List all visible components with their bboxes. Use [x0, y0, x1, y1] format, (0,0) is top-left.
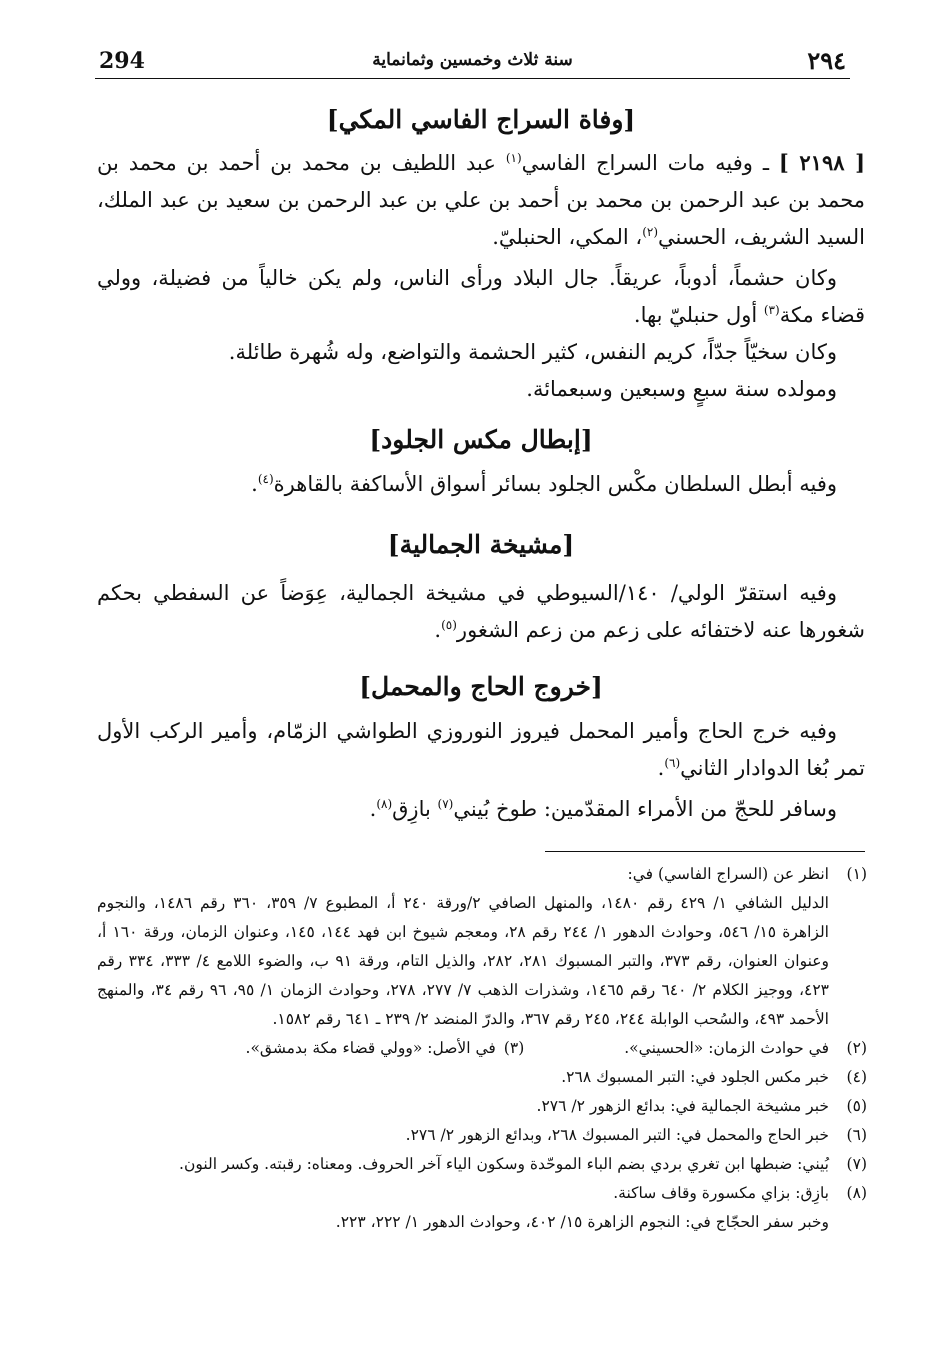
text-run: عبد اللطيف بن محمد بن أحمد بن محمد بن محمد بن عبد الرحمن بن محمد بن أحمد بن علي بن عبد الرحمن بن سعيد بن عبد الملك، السيد الشريف، الحسني	[97, 151, 865, 249]
text-run: وفيه استقرّ الولي/ ١٤٠/السيوطي في مشيخة الجمالية، عِوَضاً عن السفطي بحكم شغورها عنه لاختفائه على زعم من زعم الشغور	[97, 581, 865, 642]
text-run: .	[369, 797, 377, 821]
text-run: .	[657, 756, 665, 780]
paragraph	[97, 260, 865, 334]
footnote-ref[interactable]: (٢)	[642, 225, 659, 239]
section-heading: [إبطال مكس الجلود]	[369, 425, 593, 454]
section-heading: [وفاة السراج الفاسي المكي]	[326, 105, 636, 134]
text-run: ـ وفيه مات السراج الفاسي	[521, 151, 769, 175]
text-run: .	[251, 472, 258, 496]
footnote-5	[97, 1092, 867, 1121]
footnote-ref[interactable]: (١)	[505, 151, 522, 165]
main-text	[97, 100, 865, 828]
footnote-ref[interactable]: (٧)	[437, 797, 454, 811]
footnote-number: (٧)	[846, 1155, 867, 1173]
text-run: بازِق	[392, 797, 438, 821]
page-number-latin: 294	[99, 48, 145, 74]
footnote-ref[interactable]: (٣)	[763, 303, 780, 317]
text-run: وفيه خرج الحاج وأمير المحمل فيروز النوروزي الطواشي الزمّام، وأمير الركب الأول تمر بُغا الدوادار الثاني	[97, 719, 865, 780]
text-run: ، المكي، الحنبليّ.	[492, 225, 643, 249]
text-run: وكان سخيّاً جدّاً، كريم النفس، كثير الحشمة والتواضع، وله شُهرة طائلة.	[228, 340, 837, 364]
entry-number: [ ٢١٩٨ ]	[778, 150, 866, 175]
page-header	[95, 42, 850, 82]
footnote-text: في حوادث الزمان: «الحسيني».	[624, 1039, 829, 1057]
footnote-text: خبر مكس الجلود في: التبر المسبوك ٢٦٨.	[561, 1068, 829, 1086]
header-rule	[95, 78, 850, 79]
footnote-text: خبر الحاج والمحمل في: التبر المسبوك ٢٦٨، وبدائع الزهور ٢/ ٢٧٦.	[405, 1126, 829, 1144]
text-run: وفيه أبطل السلطان مكْس الجلود بسائر أسواق الأساكفة بالقاهرة	[273, 472, 837, 496]
footnote-separator	[545, 851, 865, 852]
text-run: وكان حشماً، أدوباً، عريقاً. جال البلاد ورأى الناس، ولم يكن خالياً من فضيلة، وولي قضاء مكة	[97, 266, 865, 327]
page-number-arabic: ٢٩٤	[807, 46, 846, 75]
footnote-1-sources: الدليل الشافي ١/ ٤٢٩ رقم ١٤٨٠، والمنهل الصافي ٢/ورقة ٢٤٠ أ، المطبوع ٧/ ٣٥٩، ٣٦٠ رقم ١٤٨٦، والنجوم الزاهرة ١٥/ ٥٤٦، وحوادث الدهور ١/ ٢٤٤ رقم ٢٨، ومعجم شيوخ ابن فهد ١٤٤، ١٤٥، وعنوان الزمان، ورقة ١٦٠ أ، وعنوان العنوان، رقم ٣٧٣، والتبر المسبوك ٢٨١، ٢٨٢، والذيل التام، ورقة ٩١ ب، والضوء اللامع ٤/ ٣٣٣، ٣٣٤ رقم ٤٢٣، ووجيز الكلام ٢/ ٦٤٠ رقم ١٤٦٥، وشذرات الذهب ٧/ ٢٧٧، ٢٧٨، وحوادث الزمان ١/ ٩٥، ٩٦ رقم ٣٤، والمنهج الأحمد ٤٩٣، والسُحب الوابلة ٢٤٤، ٢٤٥ رقم ٣٦٧، والدرّ المنضد ٢/ ٢٣٩ ـ ٦٤١ رقم ١٥٨٢.	[97, 894, 830, 1028]
footnote-4	[97, 1063, 867, 1092]
text-run: وسافر للحجّ من الأمراء المقدّمين: طوخ بُيني	[453, 797, 837, 821]
footnote-7	[97, 1150, 867, 1179]
paragraph	[97, 713, 865, 787]
footnote-8	[97, 1179, 867, 1208]
entry-paragraph	[97, 144, 865, 256]
footnote-ref[interactable]: (٦)	[664, 756, 681, 770]
footnote-ref[interactable]: (٨)	[376, 797, 393, 811]
text-run: ومولده سنة سبعٍ وسبعين وسبعمائة.	[526, 377, 837, 401]
footnote-1	[97, 860, 867, 889]
running-title: سنة ثلاث وخمسين وثمانماية	[372, 50, 573, 70]
text-run: أول حنبليّ بها.	[633, 303, 764, 327]
footnote-number: (٨)	[846, 1184, 867, 1202]
footnote-number: (٢)	[846, 1039, 867, 1057]
footnote-6	[97, 1121, 867, 1150]
footnote-text: بُيني: ضبطها ابن تغري بردي بضم الباء الموحّدة وسكون الياء آخر الحروف. ومعناه: رقبته. وكسر النون.	[179, 1155, 829, 1173]
paragraph	[97, 371, 865, 408]
footnote-text: خبر مشيخة الجمالية في: بدائع الزهور ٢/ ٢٧٦.	[536, 1097, 829, 1115]
footnote-2-3	[97, 1034, 867, 1063]
paragraph	[97, 466, 865, 503]
section-heading: [خروج الحاج والمحمل]	[359, 672, 603, 701]
footnote-ref[interactable]: (٥)	[441, 618, 457, 632]
section-heading: [مشيخة الجمالية]	[387, 530, 575, 559]
paragraph	[97, 791, 865, 828]
footnotes	[97, 860, 867, 1237]
footnote-text: بازِق: بزاي مكسورة وقاف ساكنة.	[613, 1184, 829, 1202]
paragraph	[97, 334, 865, 371]
text-run: .	[434, 618, 442, 642]
footnote-number: (٥)	[846, 1097, 867, 1115]
footnote-number: (٤)	[846, 1068, 867, 1086]
footnote-text: في الأصل: «وولي قضاء مكة بدمشق».	[245, 1039, 496, 1057]
footnote-number: (٣)	[503, 1039, 525, 1057]
footnote-ref[interactable]: (٤)	[257, 472, 274, 486]
footnote-number: (٦)	[846, 1126, 867, 1144]
paragraph	[97, 575, 865, 649]
footnote-8-sources: وخبر سفر الحجّاج في: النجوم الزاهرة ١٥/ ٤٠٢، وحوادث الدهور ١/ ٢٢٢، ٢٢٣.	[335, 1213, 829, 1231]
footnote-text: انظر عن (السراج الفاسي) في:	[627, 865, 829, 883]
footnote-number: (١)	[846, 865, 867, 883]
